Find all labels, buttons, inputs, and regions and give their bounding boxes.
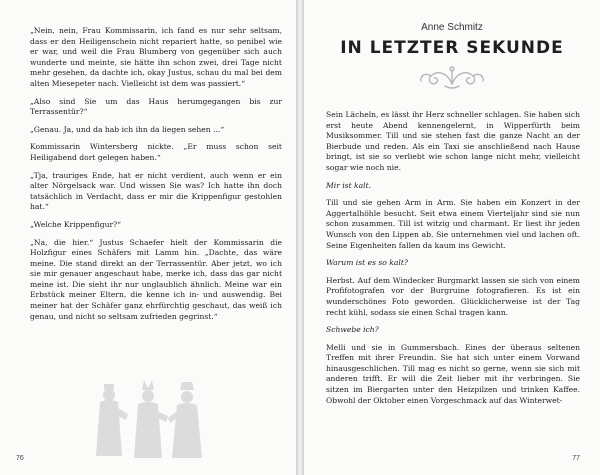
left-text-column xyxy=(30,26,282,329)
paragraph: Till und sie gehen Arm in Arm. Sie haben ein Konzert in der Aggertalhöhle besucht. Seit etwa einem Vierteljahr sind sie nun schon zusammen. Till ist witzig und charmant. Er liest ihr jeden Wunsch von den Lippen ab. Sie unternehmen viel und lachen oft. Seine Eigenheiten fallen da kaum ins Gewicht. xyxy=(326,198,580,250)
italic-paragraph: Schwebe ich? xyxy=(326,325,379,335)
paragraph: „Genau. Ja, und da hab ich ihn da liegen sehen ...“ xyxy=(30,124,225,134)
paragraph: Kommissarin Wintersberg nickte. „Er muss schon seit Heiligabend dort gelegen haben.“ xyxy=(30,142,282,162)
page-number: 77 xyxy=(572,455,580,462)
three-kings-silhouette xyxy=(92,378,212,460)
author-name: Anne Schmitz xyxy=(421,22,483,33)
paragraph: Sein Lächeln, es lässt ihr Herz schneller schlagen. Sie haben sich erst heute Abend kennengelernt, in Wipperfürth beim Musiksommer. Till und sie stehen fast die ganze Nacht an der Bierbude und reden. Als ein Taxi sie anschließend nach Hause bringt, ist sie so verliebt wie schon lange nicht mehr, vielleicht sogar wie noch nie. xyxy=(326,110,580,172)
paragraph: „Nein, nein, Frau Kommissarin, ich fand es nur sehr seltsam, dass er den Heiligenschein nicht repariert hatte, so penibel wie er war, und weil die Frau Blumberg von gegenüber sich auch wunderte und meinte, sie hätte ihn schon zwei, drei Tage nicht mehr gesehen, da dachte ich, okay Justus, schau du mal bei dem alten Miesepeter nach. Vielleicht ist dem was passiert.“ xyxy=(30,26,282,88)
paragraph: „Na, die hier.“ Justus Schaefer hielt der Kommissarin die Holzfigur eines Schäfers mit Lamm hin. „Dachte, das wäre meine. Die stand direkt an der Terrassentür. Aber jetzt, wo ich sie mir genauer angeschaut habe, merke ich, dass das gar nicht meine ist. Die sieht ihr nur unglaublich ähnlich. Meine war ein Erbstück meiner Eltern, die kenne ich in- und auswendig. Bei meiner hat der Schäfer ganz ehrfürchtig geschaut, das weiß ich genau, und nicht so seltsam zufrieden gegrinst.“ xyxy=(30,237,282,321)
page-number: 76 xyxy=(16,455,24,462)
italic-paragraph: Mir ist kalt. xyxy=(326,180,372,190)
right-page xyxy=(304,0,600,475)
story-title: IN LETZTER SEKUNDE xyxy=(340,38,564,58)
paragraph: Melli und sie in Gummersbach. Eines der überaus seltenen Treffen mit ihrer Freundin. Sie hat sich unter einem Vorwand hinausgeschlichen. Till mag es nicht so gerne, wenn sie sich mit anderen trifft. Er will die Zeit lieber mit ihr verbringen. Sie sitzen im Biergarten unter den Heizpilzen und trinken Kaffee. Obwohl der Oktober einen Vorgeschmack auf das Winterwet- xyxy=(326,342,580,405)
right-text-column xyxy=(326,110,580,413)
paragraph: „Welche Krippenfigur?“ xyxy=(30,219,122,229)
swirl-ornament-icon xyxy=(417,64,487,90)
paragraph: „Also sind Sie um das Haus herumgegangen bis zur Terrassentür?“ xyxy=(30,96,282,117)
paragraph: „Tja, trauriges Ende, hat er nicht verdient, auch wenn er ein alter Nörgelsack war. Und wissen Sie was? Ich hatte ihn doch tatsächlich in Verdacht, dass er mir die Krippenfigur gestohlen hat.“ xyxy=(30,170,282,212)
paragraph: Herbst. Auf dem Windecker Burgmarkt lassen sie sich von einem Profifotografen vor der Burgruine fotografieren. Es ist ein wunderschönes Foto geworden. Glücklicherweise ist der Tag recht kühl, sodass sie einen Schal tragen kann. xyxy=(326,275,580,317)
book-gutter xyxy=(296,0,304,475)
left-page xyxy=(0,0,296,475)
italic-paragraph: Warum ist es so kalt? xyxy=(326,258,408,268)
